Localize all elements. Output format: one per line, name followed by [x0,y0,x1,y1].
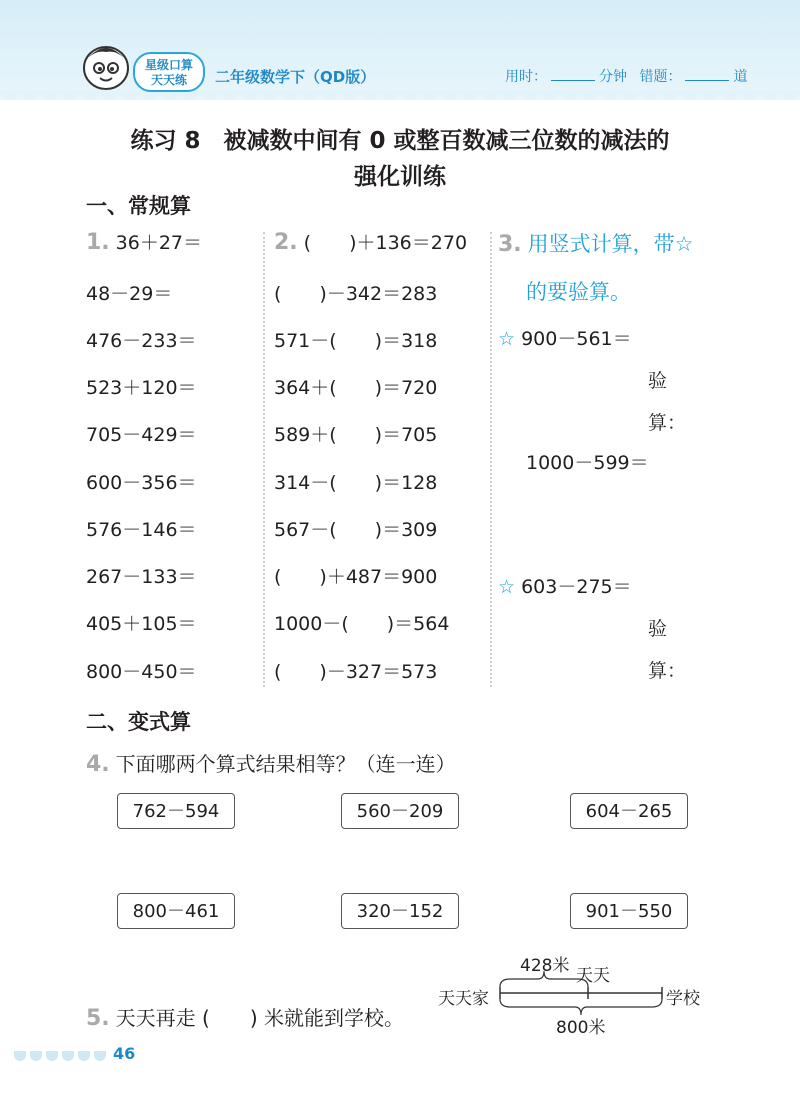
question-3-number: 3. [498,232,522,257]
question-1-number: 1. [86,230,110,255]
column-divider [263,232,265,687]
q2-item: ( )－342＝283 [274,283,438,305]
question-5-text: 天天再走 ( ) 米就能到学校。 [115,1006,404,1030]
q2-item: ( )＋487＝900 [274,566,438,588]
check-char-1: 验 [648,618,668,640]
check-char-1: 验 [648,370,668,392]
question-4 [86,748,456,777]
q1-item: 576－146＝ [86,519,197,541]
home-label: 天天家 [438,989,489,1009]
book-title: 二年级数学下（QD版） [215,68,376,86]
count-label: 道 [733,69,748,85]
school-label: 学校 [666,989,700,1009]
q2-item: 571－( )＝318 [274,330,438,352]
q2-item: ( )＋136＝270 [303,232,468,254]
q1-item: 267－133＝ [86,566,197,588]
star-icon: ☆ [498,576,516,598]
errors-label: 错题： [639,69,682,85]
q3-problem-text: 1000－599＝ [526,452,649,474]
minute-label: 分钟 [599,69,627,85]
star-icon: ☆ [498,328,516,350]
distance-diagram [430,945,720,1040]
question-5-number: 5. [86,1006,110,1031]
expression-box[interactable]: 560－209 [341,793,459,829]
walked-distance-label: 428米 [520,956,570,976]
q1-item: 36＋27＝ [115,232,203,254]
expression-box[interactable]: 762－594 [117,793,235,829]
q1-item: 476－233＝ [86,330,197,352]
q1-item: 600－356＝ [86,472,197,494]
page-title: 练习 8 被减数中间有 0 或整百数减三位数的减法的 [130,128,670,154]
q2-item: 589＋( )＝705 [274,424,438,446]
time-label: 用时： [505,69,547,85]
footer-decoration [14,1046,110,1065]
page-subtitle: 强化训练 [354,164,446,190]
q1-item: 800－450＝ [86,661,197,683]
brand-badge-line1: 星级口算 [144,58,193,72]
q2-item: 567－( )＝309 [274,519,438,541]
time-errors-fields [505,66,747,86]
q1-item: 48－29＝ [86,283,173,305]
q1-item: 523＋120＝ [86,377,197,399]
q2-item: 364＋( )＝720 [274,377,438,399]
q3-instruction-line1: 用竖式计算，带☆ [527,232,694,256]
person-label: 天天 [576,966,610,986]
expression-box[interactable]: 800－461 [117,893,235,929]
q1-item: 705－429＝ [86,424,197,446]
q2-item: ( )－327＝573 [274,661,438,683]
time-blank[interactable] [551,68,595,81]
check-char-2: 算： [648,660,687,682]
section-heading-variant: 二、变式算 [86,710,191,734]
expression-box[interactable]: 604－265 [570,793,688,829]
q3-problem-text: 900－561＝ [521,328,632,350]
brand-badge [133,52,205,92]
column-divider [490,232,492,687]
mascot-icon [78,40,138,98]
page-number: 46 [113,1044,136,1063]
question-5 [86,1002,404,1031]
expression-box[interactable]: 320－152 [341,893,459,929]
q3-instruction-line2: 的要验算。 [526,280,631,304]
q2-item: 1000－( )＝564 [274,613,450,635]
q2-item: 314－( )＝128 [274,472,438,494]
total-distance-label: 800米 [556,1018,606,1038]
question-3-instruction [498,228,694,258]
section-heading-regular: 一、常规算 [86,194,191,218]
q3-problem-text: 603－275＝ [521,576,632,598]
q1-item: 405＋105＝ [86,613,197,635]
question-2-number: 2. [274,230,298,255]
errors-blank[interactable] [685,68,729,81]
check-char-2: 算： [648,412,687,434]
question-4-text: 下面哪两个算式结果相等？（连一连） [115,752,456,776]
brand-badge-line2: 天天练 [150,73,187,87]
expression-box[interactable]: 901－550 [570,893,688,929]
question-4-number: 4. [86,752,110,777]
